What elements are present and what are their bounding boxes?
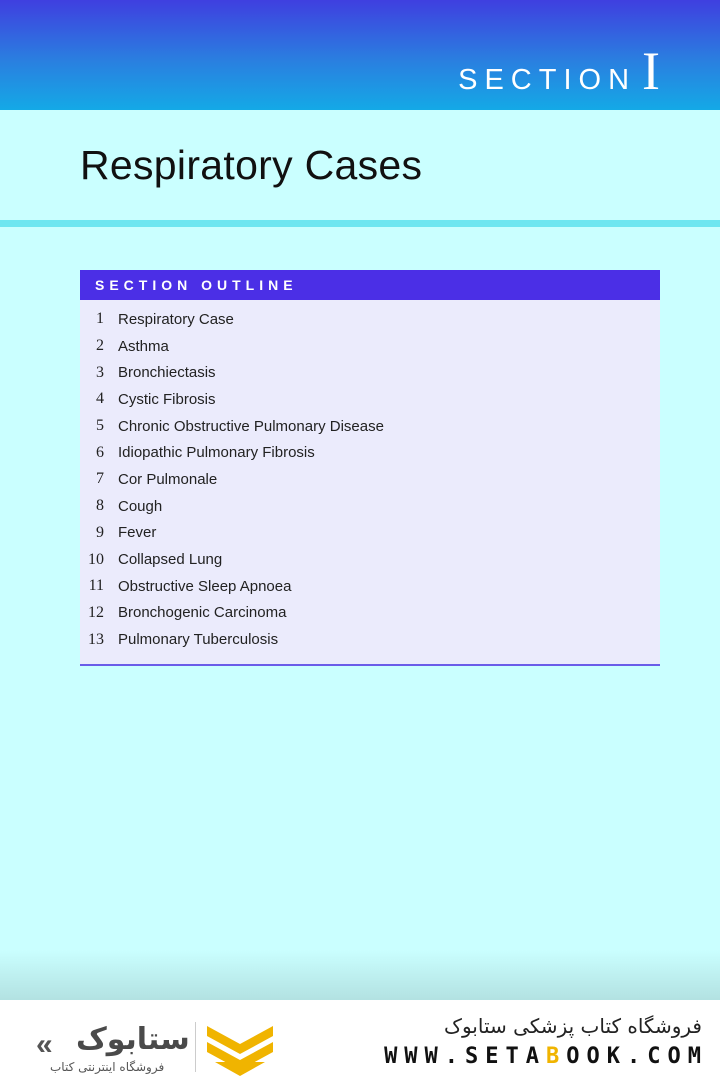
section-number: I — [642, 41, 660, 101]
outline-item[interactable] — [80, 333, 660, 360]
outline-item-number: 13 — [88, 630, 104, 648]
outline-item-number: 5 — [96, 417, 104, 435]
section-outline-box — [80, 270, 660, 666]
outline-item-label: Bronchiectasis — [118, 364, 216, 382]
outline-item-label: Fever — [118, 524, 157, 542]
outline-item[interactable] — [80, 306, 660, 333]
outline-item[interactable] — [80, 600, 660, 627]
outline-item-number: 3 — [96, 363, 104, 381]
outline-item[interactable] — [80, 573, 660, 600]
section-word: SECTION — [458, 64, 637, 96]
outline-item[interactable] — [80, 493, 660, 520]
outline-item-label: Chronic Obstructive Pulmonary Disease — [118, 417, 384, 435]
outline-item-number: 1 — [96, 310, 104, 328]
outline-item-number: 8 — [96, 497, 104, 515]
outline-item[interactable] — [80, 626, 660, 653]
outline-item-number: 9 — [96, 523, 104, 541]
outline-item[interactable] — [80, 359, 660, 386]
outline-item-number: 7 — [96, 470, 104, 488]
outline-item-label: Idiopathic Pulmonary Fibrosis — [118, 444, 315, 462]
section-outline-heading: SECTION OUTLINE — [80, 270, 660, 300]
stacked-chevrons-logo-icon — [205, 1022, 275, 1076]
outline-item[interactable] — [80, 413, 660, 440]
outline-item-label: Pulmonary Tuberculosis — [118, 631, 279, 649]
outline-item-label: Obstructive Sleep Apnoea — [118, 577, 292, 595]
footer-banner — [0, 1000, 720, 1080]
outline-item-number: 10 — [88, 550, 104, 568]
outline-item-number: 4 — [96, 390, 104, 408]
outline-item-label: Cystic Fibrosis — [118, 390, 216, 408]
section-header-band — [0, 0, 720, 110]
website-url[interactable] — [384, 1044, 708, 1069]
outline-item-label: Cor Pulmonale — [118, 470, 218, 488]
outline-item[interactable] — [80, 386, 660, 413]
website-part: SETA — [465, 1044, 547, 1069]
title-divider — [0, 220, 720, 227]
outline-item[interactable] — [80, 546, 660, 573]
page-title: Respiratory Cases — [80, 142, 423, 188]
outline-item-number: 11 — [88, 577, 104, 595]
footer-shadow — [0, 950, 720, 1000]
setabook-logo — [36, 1022, 190, 1074]
outline-item-number: 2 — [96, 337, 104, 355]
outline-item-label: Cough — [118, 497, 163, 515]
section-label — [458, 41, 660, 101]
logo-subtitle: فروشگاه اینترنتی کتاب — [50, 1060, 165, 1074]
logo-text: ستابوک — [76, 1022, 190, 1057]
double-chevron-left-icon: « — [36, 1028, 53, 1061]
website-part: OOK.COM — [566, 1044, 708, 1069]
outline-item[interactable] — [80, 466, 660, 493]
outline-item-label: Collapsed Lung — [118, 551, 223, 569]
outline-item-label: Bronchogenic Carcinoma — [118, 604, 287, 622]
website-part-highlight: B — [546, 1044, 567, 1069]
outline-item-number: 6 — [96, 443, 104, 461]
outline-item-number: 12 — [88, 603, 104, 621]
shop-name: فروشگاه کتاب پزشکی ستابوک — [444, 1014, 702, 1038]
outline-item[interactable] — [80, 520, 660, 547]
section-outline-list — [80, 300, 660, 653]
logo-divider — [195, 1022, 196, 1072]
outline-item[interactable] — [80, 439, 660, 466]
outline-item-label: Respiratory Case — [118, 310, 234, 328]
outline-item-label: Asthma — [118, 337, 169, 355]
website-part: WWW. — [384, 1044, 466, 1069]
